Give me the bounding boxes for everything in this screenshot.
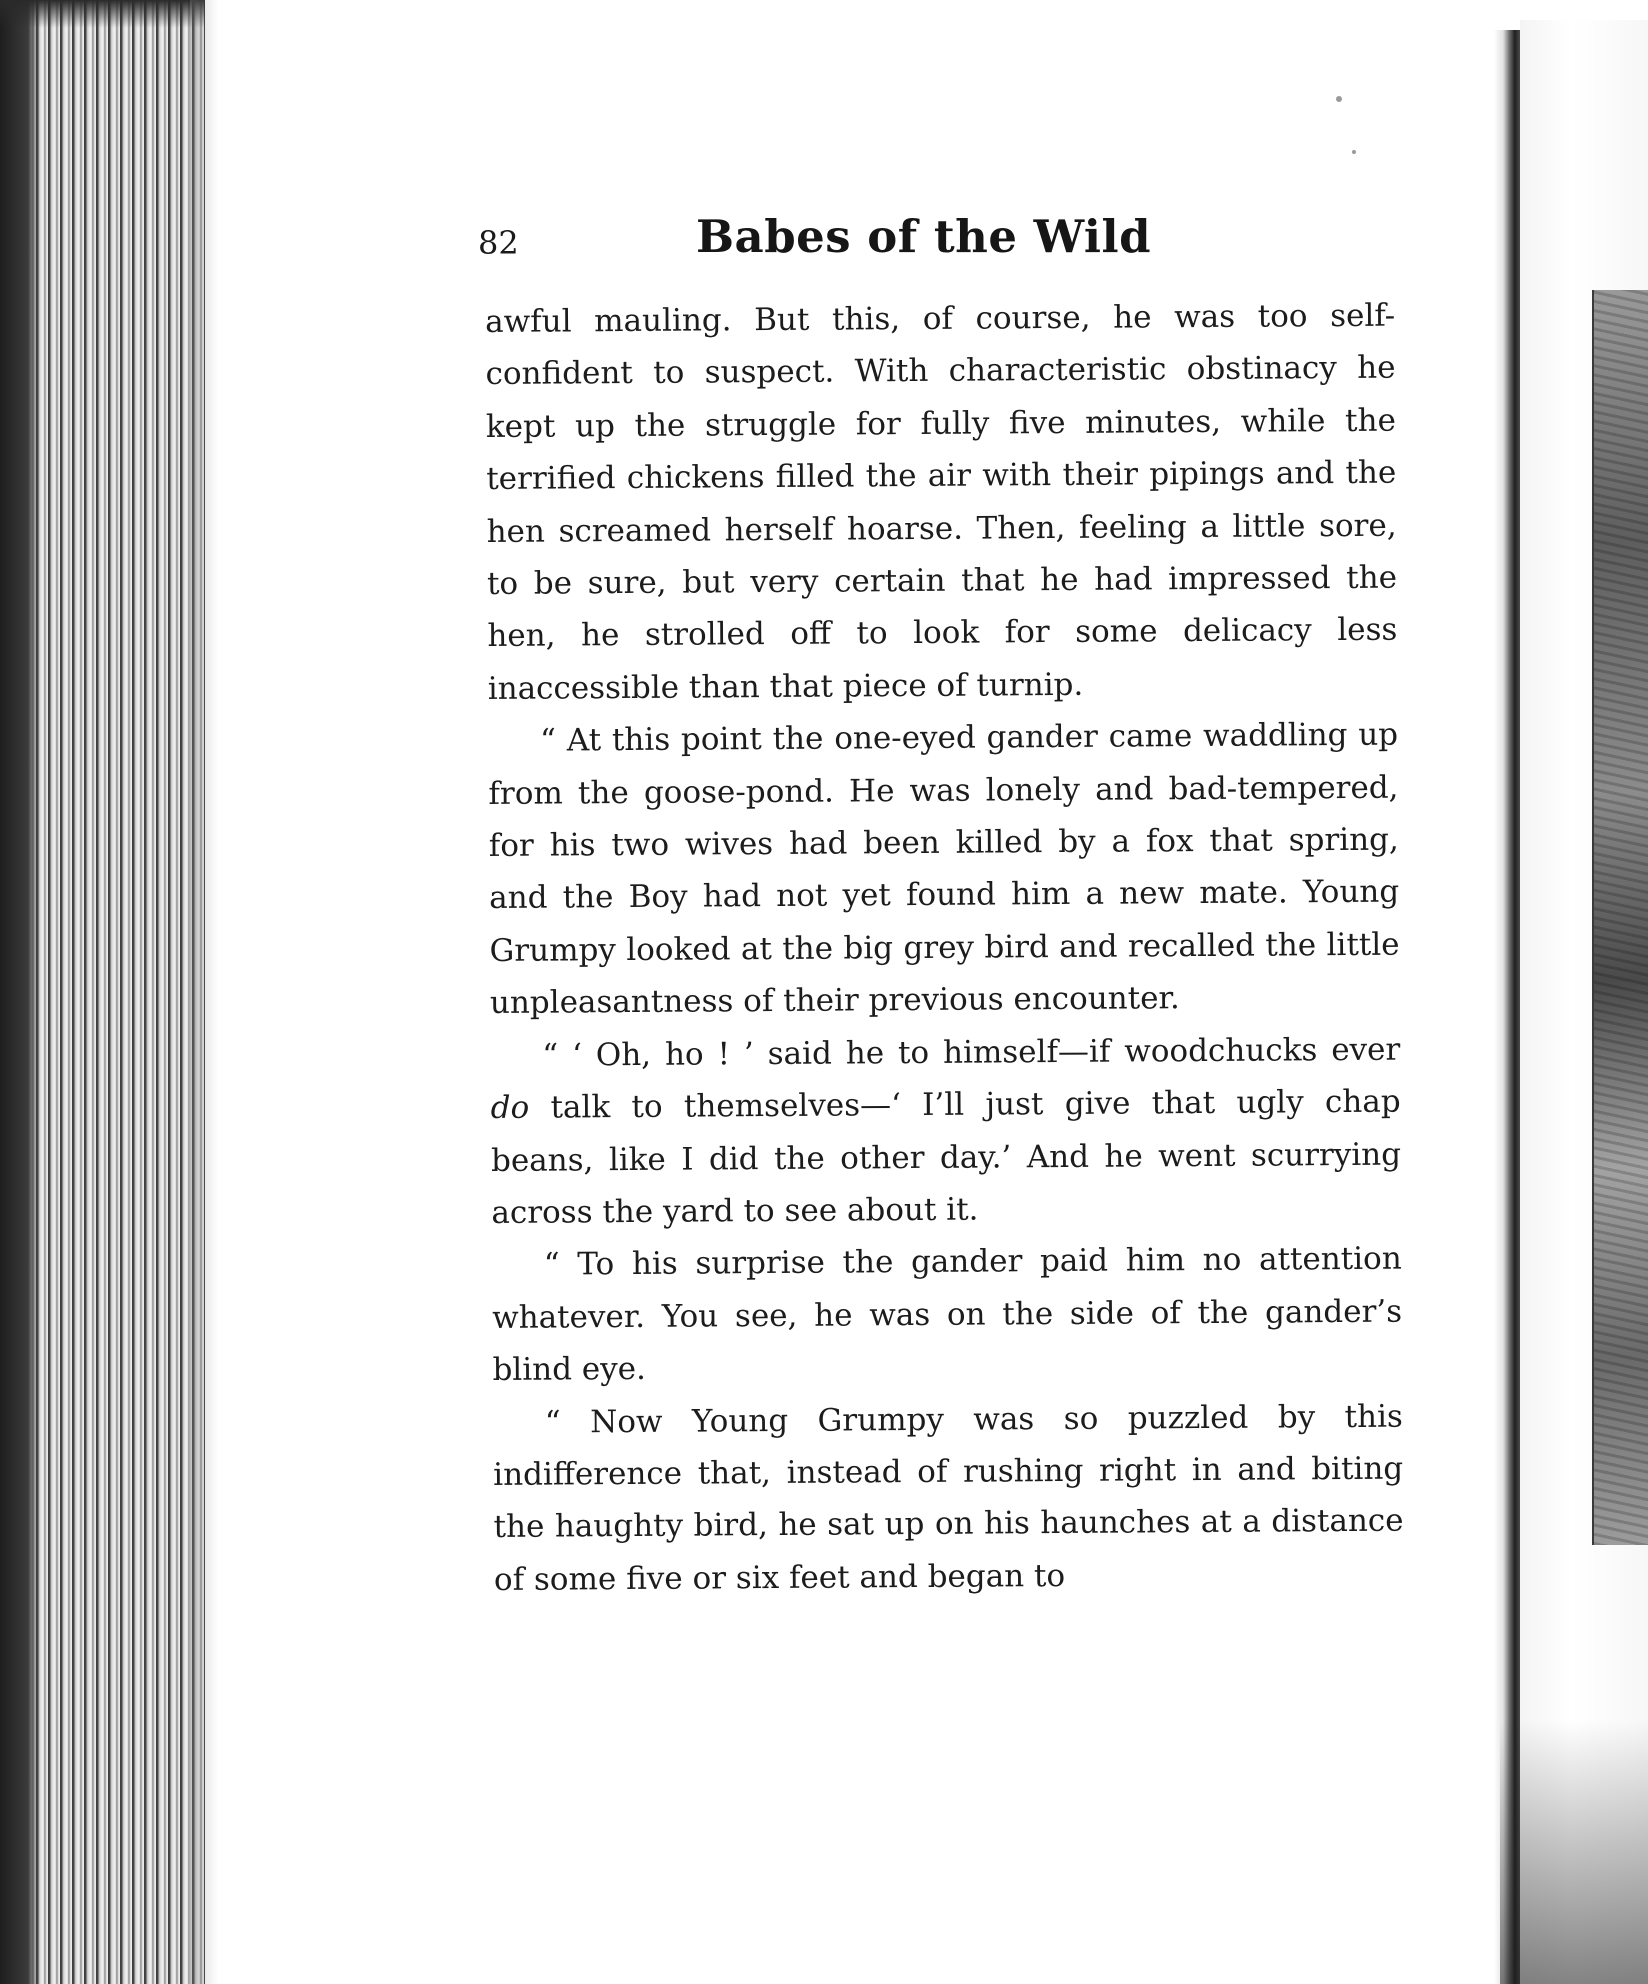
page-number: 82	[478, 224, 519, 262]
book-page-edges	[0, 0, 205, 1984]
page-shadow	[190, 0, 218, 1984]
scan-speck	[1336, 96, 1342, 102]
book-gutter	[1494, 30, 1520, 1984]
paragraph	[485, 290, 1398, 716]
paragraph	[493, 1390, 1404, 1606]
paragraph-text: “ Now Young Grumpy was so puzzled by this indifference that, instead of rushing right in and biting the haughty bird, he sat up on his haunches at a distance of some five or six feet and began to	[493, 1398, 1404, 1598]
paragraph-text: “ ‘ Oh, ho ! ’ said he to himself—if woodchucks ever	[542, 1031, 1401, 1074]
paragraph	[492, 1233, 1403, 1397]
running-title: Babes of the Wild	[696, 210, 1152, 263]
italic-text: do	[490, 1089, 530, 1127]
body-text	[485, 290, 1404, 1606]
paragraph	[488, 709, 1400, 1030]
paragraph-text: talk to themselves—‘ I’ll just give that ugly chap beans, like I did the other day.’ And he went scurrying across the yard to see about it.	[490, 1083, 1402, 1231]
scan-speck	[1352, 150, 1356, 154]
paragraph-text: “ To his surprise the gander paid him no attention whatever. You see, he was on the side of the gander’s blind eye.	[492, 1240, 1403, 1389]
scan-shadow	[1500, 1720, 1648, 1984]
paragraph	[490, 1023, 1401, 1239]
paragraph-text: awful mauling. But this, of course, he was too self-confident to suspect. With characteristic obstinacy he kept up the struggle for fully five minutes, while the terrified chickens filled the air with their pipings and the hen screamed herself hoarse. Then, feeling a little sore, to be sure, but very certain that he had impressed the hen, he strolled off to look for some delicacy less inaccessible than that piece of turnip.	[485, 297, 1398, 707]
facing-page-illustration	[1592, 290, 1648, 1545]
paragraph-text: “ At this point the one-eyed gander came waddling up from the goose-pond. He was lonely and bad-tempered, for his two wives had been killed by a fox that spring, and the Boy had not yet found him a new mate. Young Grumpy looked at the big grey bird and recalled the little unpleasantness of their previous encounter.	[488, 716, 1400, 1022]
page-header	[478, 210, 1178, 280]
